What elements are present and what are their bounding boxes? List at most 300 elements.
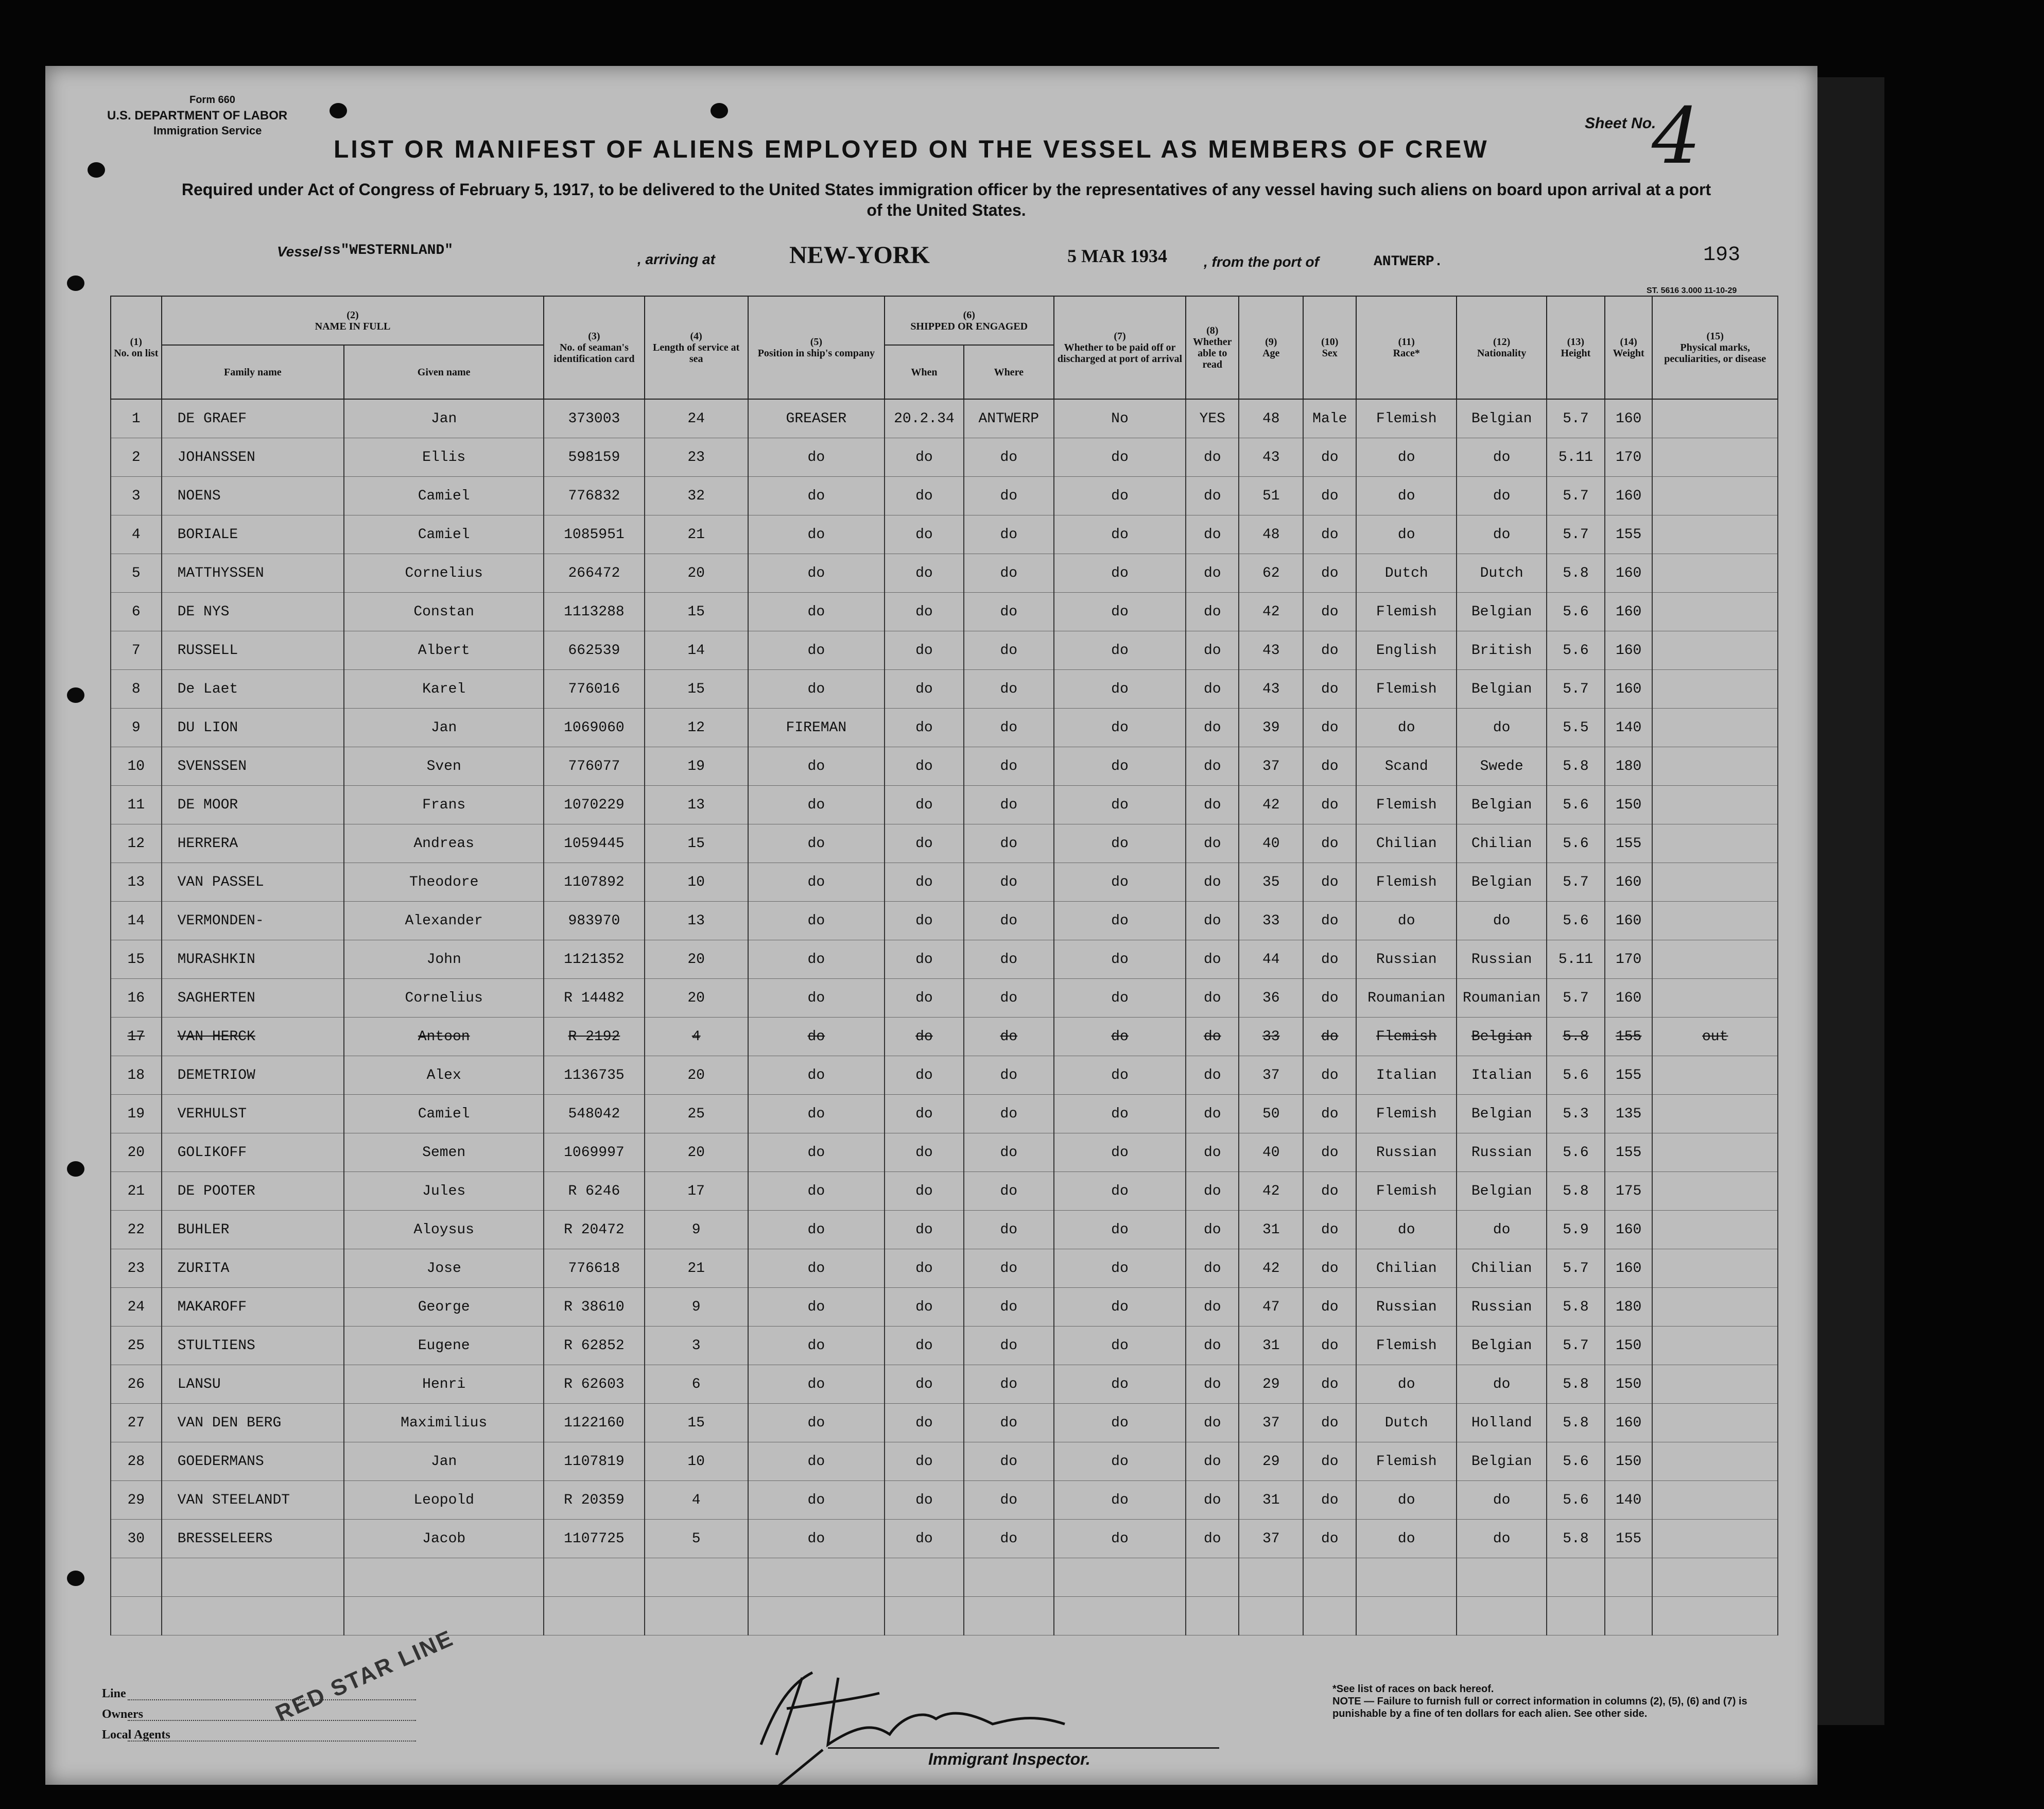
cell-paid_off: do <box>1054 1056 1186 1095</box>
cell-card: 776832 <box>544 477 644 515</box>
cell-marks <box>1652 1520 1778 1558</box>
cell-read: do <box>1186 902 1239 940</box>
cell-position: do <box>748 554 885 593</box>
cell-paid_off: do <box>1054 1365 1186 1404</box>
cell-weight: 160 <box>1605 1211 1652 1249</box>
cell-sex: do <box>1303 1211 1356 1249</box>
cell-race: Russian <box>1356 1133 1457 1172</box>
sheet-number-label: Sheet No. <box>1585 115 1656 132</box>
cell-race: Chilian <box>1356 824 1457 863</box>
empty-cell <box>162 1558 344 1597</box>
cell-position: do <box>748 1095 885 1133</box>
cell-age: 40 <box>1239 1133 1303 1172</box>
note-text: NOTE — Failure to furnish full or correct information in columns (2), (5), (6) and (7) is punishable by a fine of ten dollars for each alien. See other side. <box>1332 1696 1747 1719</box>
cell-where: do <box>964 1018 1054 1056</box>
cell-height: 5.9 <box>1547 1211 1605 1249</box>
cell-service: 20 <box>645 554 748 593</box>
cell-nationality: British <box>1457 631 1547 670</box>
cell-where: do <box>964 438 1054 477</box>
cell-given: Camiel <box>344 477 544 515</box>
cell-card: 1085951 <box>544 515 644 554</box>
cell-given: Antoon <box>344 1018 544 1056</box>
table-row <box>111 1365 1778 1404</box>
cell-given: Jan <box>344 399 544 438</box>
cell-no: 14 <box>111 902 162 940</box>
col-age-header: (9) Age <box>1239 296 1303 399</box>
empty-cell <box>1457 1558 1547 1597</box>
cell-no: 1 <box>111 399 162 438</box>
cell-weight: 155 <box>1605 1018 1652 1056</box>
cell-position: do <box>748 1288 885 1326</box>
cell-race: do <box>1356 1365 1457 1404</box>
cell-position: do <box>748 1404 885 1442</box>
cell-when: do <box>885 593 964 631</box>
empty-row <box>111 1558 1778 1597</box>
cell-card: R 20472 <box>544 1211 644 1249</box>
cell-marks <box>1652 554 1778 593</box>
cell-weight: 155 <box>1605 824 1652 863</box>
cell-read: do <box>1186 477 1239 515</box>
cell-where: do <box>964 747 1054 786</box>
cell-read: do <box>1186 1211 1239 1249</box>
cell-no: 9 <box>111 709 162 747</box>
cell-marks <box>1652 1056 1778 1095</box>
empty-cell <box>645 1558 748 1597</box>
cell-where: do <box>964 1056 1054 1095</box>
cell-age: 43 <box>1239 670 1303 709</box>
cell-race: Russian <box>1356 940 1457 979</box>
cell-nationality: Belgian <box>1457 863 1547 902</box>
cell-marks <box>1652 1365 1778 1404</box>
cell-card: R 38610 <box>544 1288 644 1326</box>
table-row <box>111 979 1778 1018</box>
cell-age: 50 <box>1239 1095 1303 1133</box>
cell-no: 16 <box>111 979 162 1018</box>
cell-where: do <box>964 593 1054 631</box>
department-name: U.S. DEPARTMENT OF LABOR <box>107 109 288 123</box>
cell-given: Leopold <box>344 1481 544 1520</box>
cell-family: JOHANSSEN <box>162 438 344 477</box>
cell-race: Flemish <box>1356 593 1457 631</box>
cell-read: do <box>1186 786 1239 824</box>
col-service-header: (4) Length of service at sea <box>645 296 748 399</box>
cell-given: Jose <box>344 1249 544 1288</box>
cell-paid_off: do <box>1054 1288 1186 1326</box>
cell-nationality: do <box>1457 1365 1547 1404</box>
cell-marks <box>1652 1095 1778 1133</box>
cell-when: do <box>885 477 964 515</box>
cell-read: do <box>1186 863 1239 902</box>
cell-family: HERRERA <box>162 824 344 863</box>
arrival-port: NEW-YORK <box>789 242 930 269</box>
cell-read: do <box>1186 979 1239 1018</box>
cell-paid_off: do <box>1054 593 1186 631</box>
cell-nationality: Swede <box>1457 747 1547 786</box>
cell-sex: do <box>1303 747 1356 786</box>
cell-read: do <box>1186 1481 1239 1520</box>
cell-paid_off: do <box>1054 747 1186 786</box>
cell-weight: 160 <box>1605 902 1652 940</box>
table-row <box>111 940 1778 979</box>
cell-given: Karel <box>344 670 544 709</box>
cell-weight: 160 <box>1605 593 1652 631</box>
cell-given: John <box>344 940 544 979</box>
cell-age: 37 <box>1239 1520 1303 1558</box>
cell-card: 776016 <box>544 670 644 709</box>
empty-cell <box>162 1597 344 1635</box>
cell-card: 1107819 <box>544 1442 644 1481</box>
cell-when: do <box>885 554 964 593</box>
cell-position: do <box>748 1172 885 1211</box>
cell-service: 32 <box>645 477 748 515</box>
cell-when: do <box>885 631 964 670</box>
cell-race: Italian <box>1356 1056 1457 1095</box>
cell-race: Flemish <box>1356 1326 1457 1365</box>
cell-service: 5 <box>645 1520 748 1558</box>
cell-family: DEMETRIOW <box>162 1056 344 1095</box>
cell-nationality: Chilian <box>1457 824 1547 863</box>
cell-position: do <box>748 515 885 554</box>
cell-read: do <box>1186 1018 1239 1056</box>
cell-no: 22 <box>111 1211 162 1249</box>
cell-read: do <box>1186 515 1239 554</box>
cell-sex: Male <box>1303 399 1356 438</box>
cell-family: NOENS <box>162 477 344 515</box>
cell-read: do <box>1186 1056 1239 1095</box>
cell-paid_off: do <box>1054 670 1186 709</box>
cell-sex: do <box>1303 709 1356 747</box>
cell-position: do <box>748 1133 885 1172</box>
cell-card: 266472 <box>544 554 644 593</box>
cell-age: 29 <box>1239 1442 1303 1481</box>
cell-marks <box>1652 1288 1778 1326</box>
cell-read: do <box>1186 1520 1239 1558</box>
cell-paid_off: do <box>1054 902 1186 940</box>
cell-marks <box>1652 1211 1778 1249</box>
arrival-date: 5 MAR 1934 <box>1067 246 1167 266</box>
cell-age: 51 <box>1239 477 1303 515</box>
cell-position: do <box>748 863 885 902</box>
table-row <box>111 1481 1778 1520</box>
cell-given: Jan <box>344 709 544 747</box>
cell-family: MURASHKIN <box>162 940 344 979</box>
cell-sex: do <box>1303 1288 1356 1326</box>
scan-border <box>1817 77 1884 1725</box>
punch-hole <box>67 1161 84 1177</box>
cell-sex: do <box>1303 1442 1356 1481</box>
cell-card: 1070229 <box>544 786 644 824</box>
red-star-line-stamp: RED STAR LINE <box>272 1625 458 1727</box>
cell-weight: 160 <box>1605 979 1652 1018</box>
cell-age: 37 <box>1239 747 1303 786</box>
cell-when: do <box>885 438 964 477</box>
cell-service: 19 <box>645 747 748 786</box>
punch-hole <box>67 687 84 703</box>
cell-no: 6 <box>111 593 162 631</box>
cell-no: 19 <box>111 1095 162 1133</box>
cell-race: Chilian <box>1356 1249 1457 1288</box>
cell-nationality: do <box>1457 902 1547 940</box>
cell-nationality: Russian <box>1457 940 1547 979</box>
cell-no: 4 <box>111 515 162 554</box>
cell-paid_off: do <box>1054 1404 1186 1442</box>
cell-card: R 6246 <box>544 1172 644 1211</box>
cell-service: 24 <box>645 399 748 438</box>
cell-nationality: Belgian <box>1457 1442 1547 1481</box>
empty-cell <box>1186 1558 1239 1597</box>
cell-service: 20 <box>645 1133 748 1172</box>
punch-hole <box>330 103 347 118</box>
cell-age: 48 <box>1239 399 1303 438</box>
cell-height: 5.8 <box>1547 1520 1605 1558</box>
cell-weight: 150 <box>1605 1365 1652 1404</box>
cell-paid_off: do <box>1054 940 1186 979</box>
cell-age: 33 <box>1239 1018 1303 1056</box>
cell-marks <box>1652 1442 1778 1481</box>
cell-age: 62 <box>1239 554 1303 593</box>
cell-when: do <box>885 1404 964 1442</box>
cell-weight: 180 <box>1605 1288 1652 1326</box>
cell-family: GOEDERMANS <box>162 1442 344 1481</box>
empty-cell <box>544 1597 644 1635</box>
table-row <box>111 1326 1778 1365</box>
cell-when: do <box>885 902 964 940</box>
cell-paid_off: do <box>1054 438 1186 477</box>
col-position-header: (5) Position in ship's company <box>748 296 885 399</box>
cell-read: do <box>1186 747 1239 786</box>
cell-card: 598159 <box>544 438 644 477</box>
cell-nationality: Belgian <box>1457 786 1547 824</box>
cell-nationality: Belgian <box>1457 399 1547 438</box>
cell-given: Jan <box>344 1442 544 1481</box>
cell-marks <box>1652 863 1778 902</box>
cell-when: do <box>885 1365 964 1404</box>
cell-where: do <box>964 1481 1054 1520</box>
cell-service: 21 <box>645 1249 748 1288</box>
cell-position: do <box>748 1520 885 1558</box>
cell-family: DE POOTER <box>162 1172 344 1211</box>
cell-age: 42 <box>1239 593 1303 631</box>
cell-family: MATTHYSSEN <box>162 554 344 593</box>
cell-service: 17 <box>645 1172 748 1211</box>
cell-position: do <box>748 438 885 477</box>
table-row <box>111 786 1778 824</box>
cell-no: 26 <box>111 1365 162 1404</box>
cell-where: do <box>964 1326 1054 1365</box>
table-row <box>111 1442 1778 1481</box>
cell-position: do <box>748 1249 885 1288</box>
owners-label: Owners <box>102 1708 143 1721</box>
cell-family: ZURITA <box>162 1249 344 1288</box>
cell-given: Frans <box>344 786 544 824</box>
cell-service: 12 <box>645 709 748 747</box>
cell-given: Andreas <box>344 824 544 863</box>
cell-nationality: Belgian <box>1457 670 1547 709</box>
cell-sex: do <box>1303 979 1356 1018</box>
cell-when: do <box>885 1442 964 1481</box>
cell-service: 25 <box>645 1095 748 1133</box>
cell-service: 9 <box>645 1288 748 1326</box>
cell-weight: 155 <box>1605 515 1652 554</box>
note-races: *See list of races on back hereof. <box>1332 1683 1494 1695</box>
cell-family: BUHLER <box>162 1211 344 1249</box>
cell-family: STULTIENS <box>162 1326 344 1365</box>
cell-paid_off: do <box>1054 477 1186 515</box>
cell-height: 5.5 <box>1547 709 1605 747</box>
cell-position: do <box>748 747 885 786</box>
cell-position: do <box>748 940 885 979</box>
inspector-label: Immigrant Inspector. <box>928 1750 1090 1768</box>
cell-family: VAN DEN BERG <box>162 1404 344 1442</box>
cell-read: do <box>1186 940 1239 979</box>
cell-position: do <box>748 670 885 709</box>
cell-marks <box>1652 1249 1778 1288</box>
cell-nationality: Chilian <box>1457 1249 1547 1288</box>
cell-paid_off: do <box>1054 1520 1186 1558</box>
cell-where: do <box>964 979 1054 1018</box>
cell-service: 15 <box>645 824 748 863</box>
cell-service: 4 <box>645 1018 748 1056</box>
cell-height: 5.6 <box>1547 786 1605 824</box>
cell-service: 13 <box>645 902 748 940</box>
empty-cell <box>544 1558 644 1597</box>
cell-age: 40 <box>1239 824 1303 863</box>
cell-sex: do <box>1303 1133 1356 1172</box>
cell-when: do <box>885 1288 964 1326</box>
cell-height: 5.8 <box>1547 1288 1605 1326</box>
cell-nationality: Roumanian <box>1457 979 1547 1018</box>
cell-when: do <box>885 940 964 979</box>
cell-sex: do <box>1303 515 1356 554</box>
cell-read: do <box>1186 1326 1239 1365</box>
cell-paid_off: do <box>1054 1095 1186 1133</box>
cell-family: VAN PASSEL <box>162 863 344 902</box>
cell-given: Eugene <box>344 1326 544 1365</box>
cell-nationality: Italian <box>1457 1056 1547 1095</box>
cell-where: do <box>964 1133 1054 1172</box>
col-name-header: (2) NAME IN FULL <box>162 296 544 345</box>
cell-age: 29 <box>1239 1365 1303 1404</box>
col-race-header: (11) Race* <box>1356 296 1457 399</box>
vessel-name: ss"WESTERNLAND" <box>323 243 454 259</box>
empty-cell <box>1547 1597 1605 1635</box>
cell-height: 5.6 <box>1547 631 1605 670</box>
cell-when: do <box>885 1520 964 1558</box>
cell-where: do <box>964 1365 1054 1404</box>
col-family-header: Family name <box>162 345 344 399</box>
cell-race: Flemish <box>1356 1018 1457 1056</box>
col-weight-header: (14) Weight <box>1605 296 1652 399</box>
empty-cell <box>1356 1558 1457 1597</box>
table-row <box>111 477 1778 515</box>
cell-race: Flemish <box>1356 1172 1457 1211</box>
cell-nationality: do <box>1457 709 1547 747</box>
punch-hole <box>711 103 728 118</box>
table-row <box>111 399 1778 438</box>
col-no-header: (1) No. on list <box>111 296 162 399</box>
empty-cell <box>1239 1558 1303 1597</box>
cell-race: Roumanian <box>1356 979 1457 1018</box>
cell-nationality: Belgian <box>1457 1095 1547 1133</box>
col-where-header: Where <box>964 345 1054 399</box>
cell-weight: 170 <box>1605 438 1652 477</box>
cell-height: 5.6 <box>1547 902 1605 940</box>
table-row <box>111 1133 1778 1172</box>
cell-age: 31 <box>1239 1481 1303 1520</box>
cell-weight: 170 <box>1605 940 1652 979</box>
cell-read: YES <box>1186 399 1239 438</box>
cell-marks <box>1652 824 1778 863</box>
cell-given: Camiel <box>344 515 544 554</box>
cell-given: Sven <box>344 747 544 786</box>
agents-field <box>128 1741 416 1742</box>
cell-when: do <box>885 824 964 863</box>
cell-when: do <box>885 670 964 709</box>
cell-family: MAKAROFF <box>162 1288 344 1326</box>
cell-age: 42 <box>1239 786 1303 824</box>
cell-paid_off: do <box>1054 554 1186 593</box>
cell-family: De Laet <box>162 670 344 709</box>
form-code: ST. 5616 3.000 11-10-29 <box>1647 286 1737 295</box>
cell-family: BORIALE <box>162 515 344 554</box>
table-row <box>111 1095 1778 1133</box>
stamp-number: 193 <box>1703 244 1741 267</box>
cell-age: 31 <box>1239 1326 1303 1365</box>
cell-sex: do <box>1303 1056 1356 1095</box>
cell-height: 5.7 <box>1547 863 1605 902</box>
cell-service: 20 <box>645 940 748 979</box>
cell-nationality: Belgian <box>1457 1326 1547 1365</box>
cell-card: R 62852 <box>544 1326 644 1365</box>
cell-race: do <box>1356 477 1457 515</box>
cell-family: GOLIKOFF <box>162 1133 344 1172</box>
cell-paid_off: do <box>1054 515 1186 554</box>
cell-weight: 160 <box>1605 399 1652 438</box>
cell-where: do <box>964 863 1054 902</box>
cell-nationality: do <box>1457 1520 1547 1558</box>
cell-age: 33 <box>1239 902 1303 940</box>
cell-position: do <box>748 786 885 824</box>
cell-family: DE NYS <box>162 593 344 631</box>
cell-sex: do <box>1303 786 1356 824</box>
cell-no: 5 <box>111 554 162 593</box>
cell-nationality: Dutch <box>1457 554 1547 593</box>
cell-no: 13 <box>111 863 162 902</box>
cell-no: 25 <box>111 1326 162 1365</box>
cell-card: 1069060 <box>544 709 644 747</box>
cell-where: do <box>964 1095 1054 1133</box>
cell-where: do <box>964 1172 1054 1211</box>
cell-service: 20 <box>645 1056 748 1095</box>
cell-no: 18 <box>111 1056 162 1095</box>
cell-when: do <box>885 979 964 1018</box>
table-row <box>111 1249 1778 1288</box>
cell-race: do <box>1356 1520 1457 1558</box>
cell-nationality: do <box>1457 1481 1547 1520</box>
cell-given: Cornelius <box>344 979 544 1018</box>
cell-card: 1069997 <box>544 1133 644 1172</box>
cell-height: 5.11 <box>1547 438 1605 477</box>
vessel-label: Vessel <box>277 244 322 260</box>
cell-race: Russian <box>1356 1288 1457 1326</box>
cell-position: do <box>748 979 885 1018</box>
cell-given: Alexander <box>344 902 544 940</box>
cell-when: do <box>885 1133 964 1172</box>
cell-sex: do <box>1303 1326 1356 1365</box>
cell-sex: do <box>1303 477 1356 515</box>
table-body <box>111 399 1778 1635</box>
cell-sex: do <box>1303 438 1356 477</box>
